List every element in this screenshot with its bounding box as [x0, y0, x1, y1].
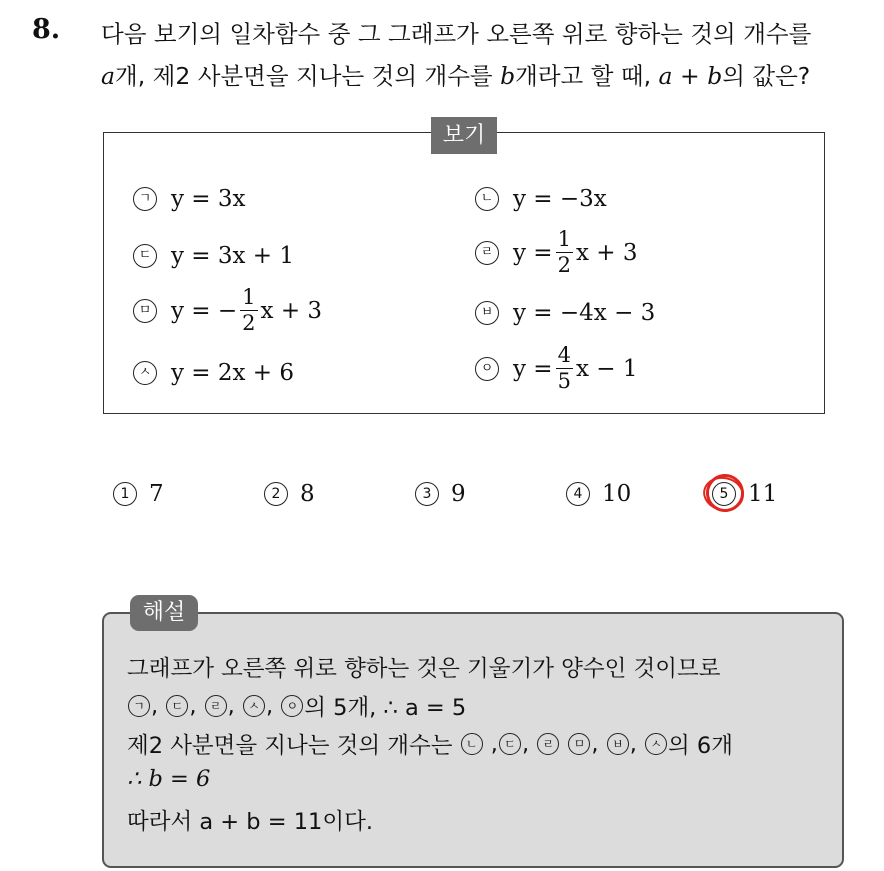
choice-marker: 5 [712, 482, 736, 506]
choice-value: 11 [748, 481, 778, 507]
question-text-line1: 다음 보기의 일차함수 중 그 그래프가 오른쪽 위로 향하는 것의 개수를 [101, 20, 812, 48]
bogi-item-1 [133, 186, 246, 212]
fraction-numerator: 1 [557, 227, 571, 251]
solution-marker: ㅁ [568, 733, 590, 755]
fraction-numerator: 1 [242, 285, 256, 309]
var-a: a [101, 62, 116, 90]
item-marker: ㅁ [133, 299, 157, 323]
solution-marker: ㄴ [461, 733, 483, 755]
item-marker: ㅅ [133, 361, 157, 385]
choice-value: 7 [149, 481, 164, 507]
solution-line2: ㄱ , ㄷ , ㄹ , ㅅ , ㅇ 의 5개, ∴ a = 5 [127, 690, 466, 722]
item-marker: ㄷ [133, 244, 157, 268]
question-text-line2 [101, 57, 810, 91]
choice-marker: 4 [566, 482, 590, 506]
solution-marker: ㅂ [607, 733, 629, 755]
choice-3[interactable] [415, 481, 466, 507]
question-number: 8. [32, 14, 61, 45]
bogi-item-5 [133, 287, 322, 334]
solution-line3-tail: 의 6개 [668, 733, 733, 759]
item-eq-pre: y = [513, 355, 553, 382]
choice-value: 8 [300, 481, 315, 507]
item-marker: ㄱ [133, 187, 157, 211]
choice-value: 9 [451, 481, 466, 507]
choice-4[interactable] [566, 481, 631, 507]
item-marker: ㄴ [475, 187, 499, 211]
choice-marker: 3 [415, 482, 439, 506]
fraction-denominator: 5 [557, 369, 571, 393]
item-equation: y = 2x + 6 [171, 360, 295, 386]
choice-2[interactable] [264, 481, 315, 507]
question-text-tail: 개라고 할 때, [515, 62, 652, 90]
solution-marker: ㄷ [166, 695, 188, 717]
choice-1[interactable] [113, 481, 164, 507]
question-text-end: 의 값은? [722, 62, 811, 90]
item-eq-post: x + 3 [575, 239, 638, 266]
item-eq-post: x − 1 [575, 355, 638, 382]
answer-circle-mark-stroke [700, 473, 747, 515]
item-marker: ㄹ [475, 241, 499, 265]
bogi-item-3 [133, 243, 294, 269]
question-text-mid: 개, 제2 사분면을 지나는 것의 개수를 [115, 62, 493, 90]
item-equation: y = −3x [513, 186, 607, 212]
solution-line2-tail: 의 5개, ∴ a = 5 [304, 695, 467, 721]
item-equation: y = −4x − 3 [513, 300, 656, 326]
item-eq-post: x + 3 [260, 297, 323, 324]
bogi-label: 보기 [431, 117, 497, 154]
bogi-item-4 [475, 229, 637, 276]
solution-line1: 그래프가 오른쪽 위로 향하는 것은 기울기가 양수인 것이므로 [127, 656, 721, 682]
item-eq-pre: y = [513, 239, 553, 266]
solution-marker: ㅅ [645, 733, 667, 755]
choice-marker: 1 [113, 482, 137, 506]
fraction [556, 345, 573, 392]
item-eq-pre: y = − [171, 297, 238, 324]
choice-marker: 2 [264, 482, 288, 506]
fraction-numerator: 4 [557, 343, 571, 367]
solution-label: 해설 [130, 595, 198, 631]
fraction-denominator: 2 [557, 253, 571, 277]
bogi-item-8 [475, 345, 637, 392]
item-equation: y = 3x + 1 [171, 243, 295, 269]
item-marker: ㅂ [475, 301, 499, 325]
fraction [240, 287, 257, 334]
bogi-item-6 [475, 300, 655, 326]
fraction-denominator: 2 [242, 311, 256, 335]
solution-marker: ㅅ [243, 695, 265, 717]
var-b: b [500, 62, 516, 90]
solution-line3-head: 제2 사분면을 지나는 것의 개수는 [127, 733, 453, 759]
solution-marker: ㅇ [281, 695, 303, 717]
solution-line3: 제2 사분면을 지나는 것의 개수는 ㄴ , ㄷ , ㄹ ㅁ , ㅂ , ㅅ 의 6개 [127, 728, 733, 760]
item-equation: y = 3x [171, 186, 246, 212]
choice-value: 10 [602, 481, 632, 507]
solution-line4: ∴ b = 6 [127, 766, 211, 792]
solution-marker: ㄷ [499, 733, 521, 755]
solution-line5: 따라서 a + b = 11이다. [127, 809, 373, 835]
solution-marker: ㄹ [205, 695, 227, 717]
solution-marker: ㄱ [128, 695, 150, 717]
bogi-item-7 [133, 360, 294, 386]
fraction [556, 229, 573, 276]
item-marker: ㅇ [475, 357, 499, 381]
bogi-item-2 [475, 186, 607, 212]
expr-a-plus-b: a + b [658, 62, 723, 90]
solution-marker: ㄹ [537, 733, 559, 755]
